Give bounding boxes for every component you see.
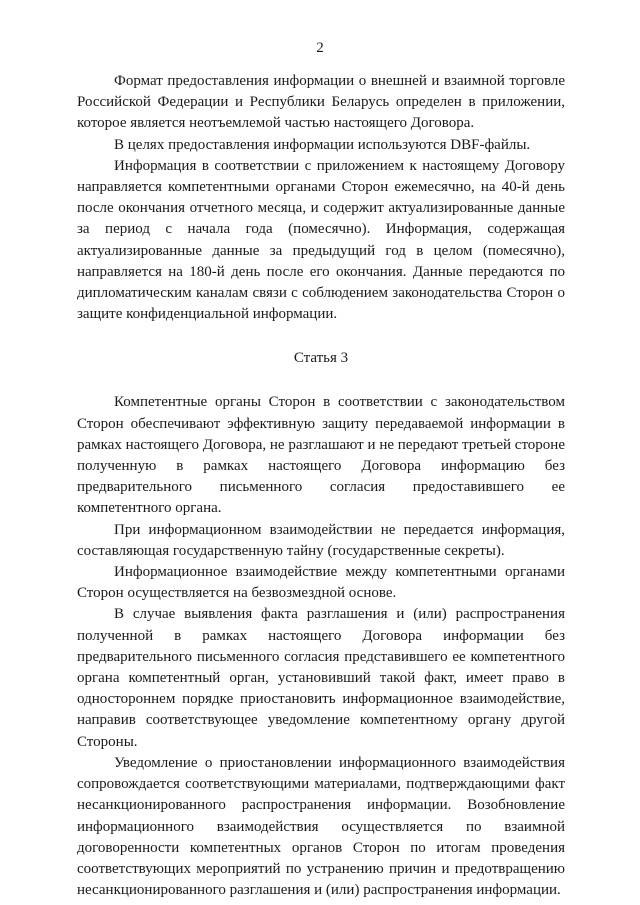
- paragraph-free-of-charge: Информационное взаимодействие между компетентными органами Сторон осуществляется на безвозмездной основе.: [77, 564, 565, 602]
- paragraph-notification: Уведомление о приостановлении информационного взаимодействия сопровождается соответствующими материалами, подтверждающими факт несанкционированного распространения информации. Возобновление информационного взаимодействия осуществляется по взаимной договоренности компетентных органов Сторон по итогам проведения соответствующих мероприятий по устранению причин и предотвращению несанкционированного разглашения и (или) распространения информации.: [77, 754, 565, 899]
- article-heading: Статья 3: [293, 350, 349, 367]
- paragraph-state-secrets: При информационном взаимодействии не передается информация, составляющая государственную тайну (государственные секреты).: [77, 521, 565, 559]
- paragraph-protection: Компетентные органы Сторон в соответствии с законодательством Сторон обеспечивают эффективную защиту передаваемой информации в рамках настоящего Договора, не разглашают и не передают третьей стороне полученную в рамках настоящего Договора информацию без предварительного письменного согласия предоставившего ее компетентного органа.: [77, 394, 565, 517]
- page-number: 2: [316, 40, 324, 56]
- paragraph-suspension: В случае выявления факта разглашения и (или) распространения полученной в рамках настоящего Договора информации без предварительного письменного согласия представившего ее компетентного органа компетентный орган, установивший такой факт, имеет право в одностороннем порядке приостановить информационное взаимодействие, направив соответствующее уведомление компетентному органу другой Стороны.: [77, 606, 565, 750]
- paragraph-dbf-files: В целях предоставления информации используются DBF-файлы.: [114, 136, 531, 153]
- paragraph-format: Формат предоставления информации о внешней и взаимной торговле Российской Федерации и Республики Беларусь определен в приложении, которое является неотъемлемой частью настоящего Договора.: [77, 73, 565, 132]
- paragraph-monthly-info: Информация в соответствии с приложением к настоящему Договору направляется компетентными органами Сторон ежемесячно, на 40-й день после окончания отчетного месяца, и содержит актуализированные данные за период с начала года (помесячно). Информация, содержащая актуализированные данные за предыдущий год в целом (помесячно), направляется на 180-й день после его окончания. Данные передаются по дипломатическим каналам связи с соблюдением законодательства Сторон о защите конфиденциальной информации.: [77, 157, 565, 323]
- document-body: [77, 71, 565, 901]
